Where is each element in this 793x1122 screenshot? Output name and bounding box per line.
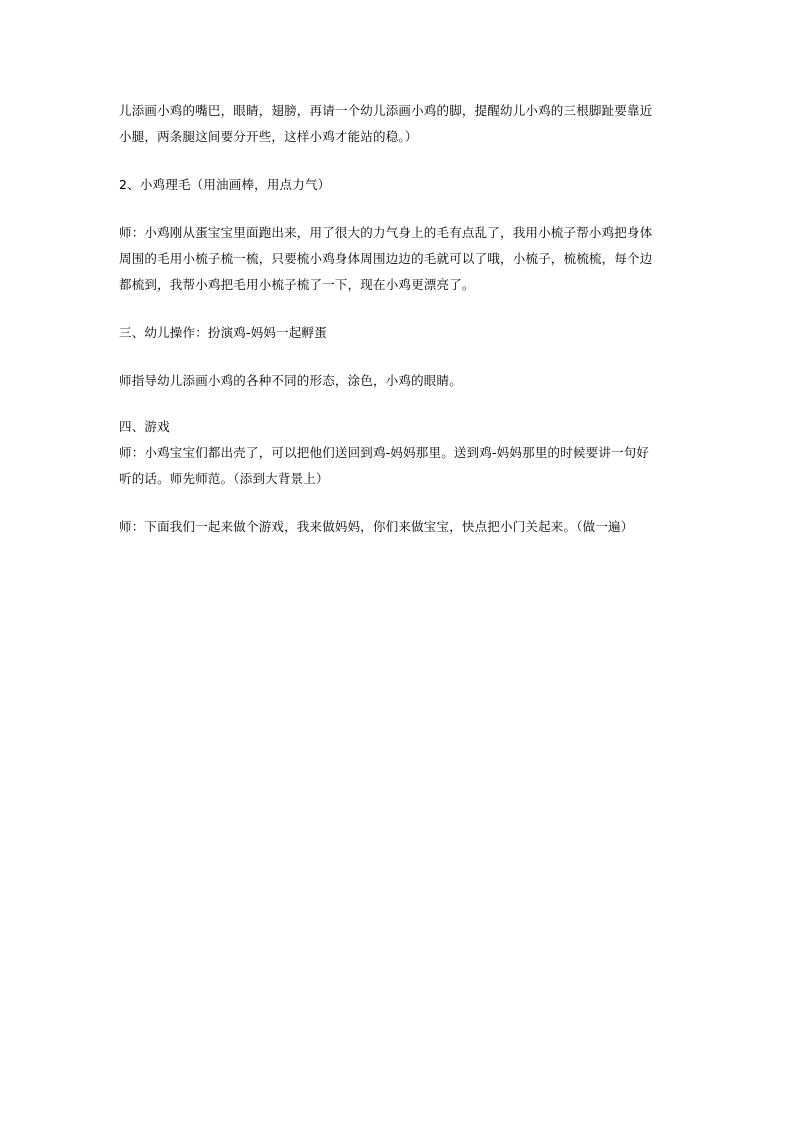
document-body — [119, 98, 679, 540]
text-line: 三、幼儿操作：扮演鸡-妈妈一起孵蛋 — [119, 325, 327, 340]
text-line: 周围的毛用小梳子梳一梳，只要梳小鸡身体周围边边的毛就可以了哦，小梳子，梳梳梳，每个边 — [119, 251, 653, 266]
section-heading-operation — [119, 320, 679, 346]
paragraph-teacher-grooming — [119, 220, 679, 298]
text-line: 师：小鸡宝宝们都出壳了，可以把他们送回到鸡-妈妈那里。送到鸡-妈妈那里的时候要讲一句好 — [119, 445, 650, 460]
section-game — [119, 414, 679, 492]
text-line: 四、游戏 — [119, 419, 170, 434]
text-line: 2、小鸡理毛（用油画棒，用点力气） — [119, 177, 331, 192]
paragraph-drawing-instructions — [119, 98, 679, 150]
text-line: 儿添画小鸡的嘴巴，眼睛，翅膀，再请一个幼儿添画小鸡的脚，提醒幼儿小鸡的三根脚趾要靠近 — [119, 103, 653, 118]
paragraph-teacher-guidance — [119, 368, 679, 394]
text-line: 听的话。师先师范。（添到大背景上） — [119, 471, 329, 486]
text-line: 师：小鸡刚从蛋宝宝里面跑出来，用了很大的力气身上的毛有点乱了，我用小梳子帮小鸡把身体 — [119, 225, 653, 240]
text-line: 都梳到，我帮小鸡把毛用小梳子梳了一下，现在小鸡更漂亮了。 — [119, 277, 475, 292]
section-heading-grooming — [119, 172, 679, 198]
text-line: 师指导幼儿添画小鸡的各种不同的形态，涂色，小鸡的眼睛。 — [119, 373, 462, 388]
text-line: 小腿，两条腿这间要分开些，这样小鸡才能站的稳。） — [119, 129, 418, 144]
text-line: 师：下面我们一起来做个游戏，我来做妈妈，你们来做宝宝，快点把小门关起来。（做一遍） — [119, 519, 634, 534]
paragraph-teacher-game — [119, 514, 679, 540]
